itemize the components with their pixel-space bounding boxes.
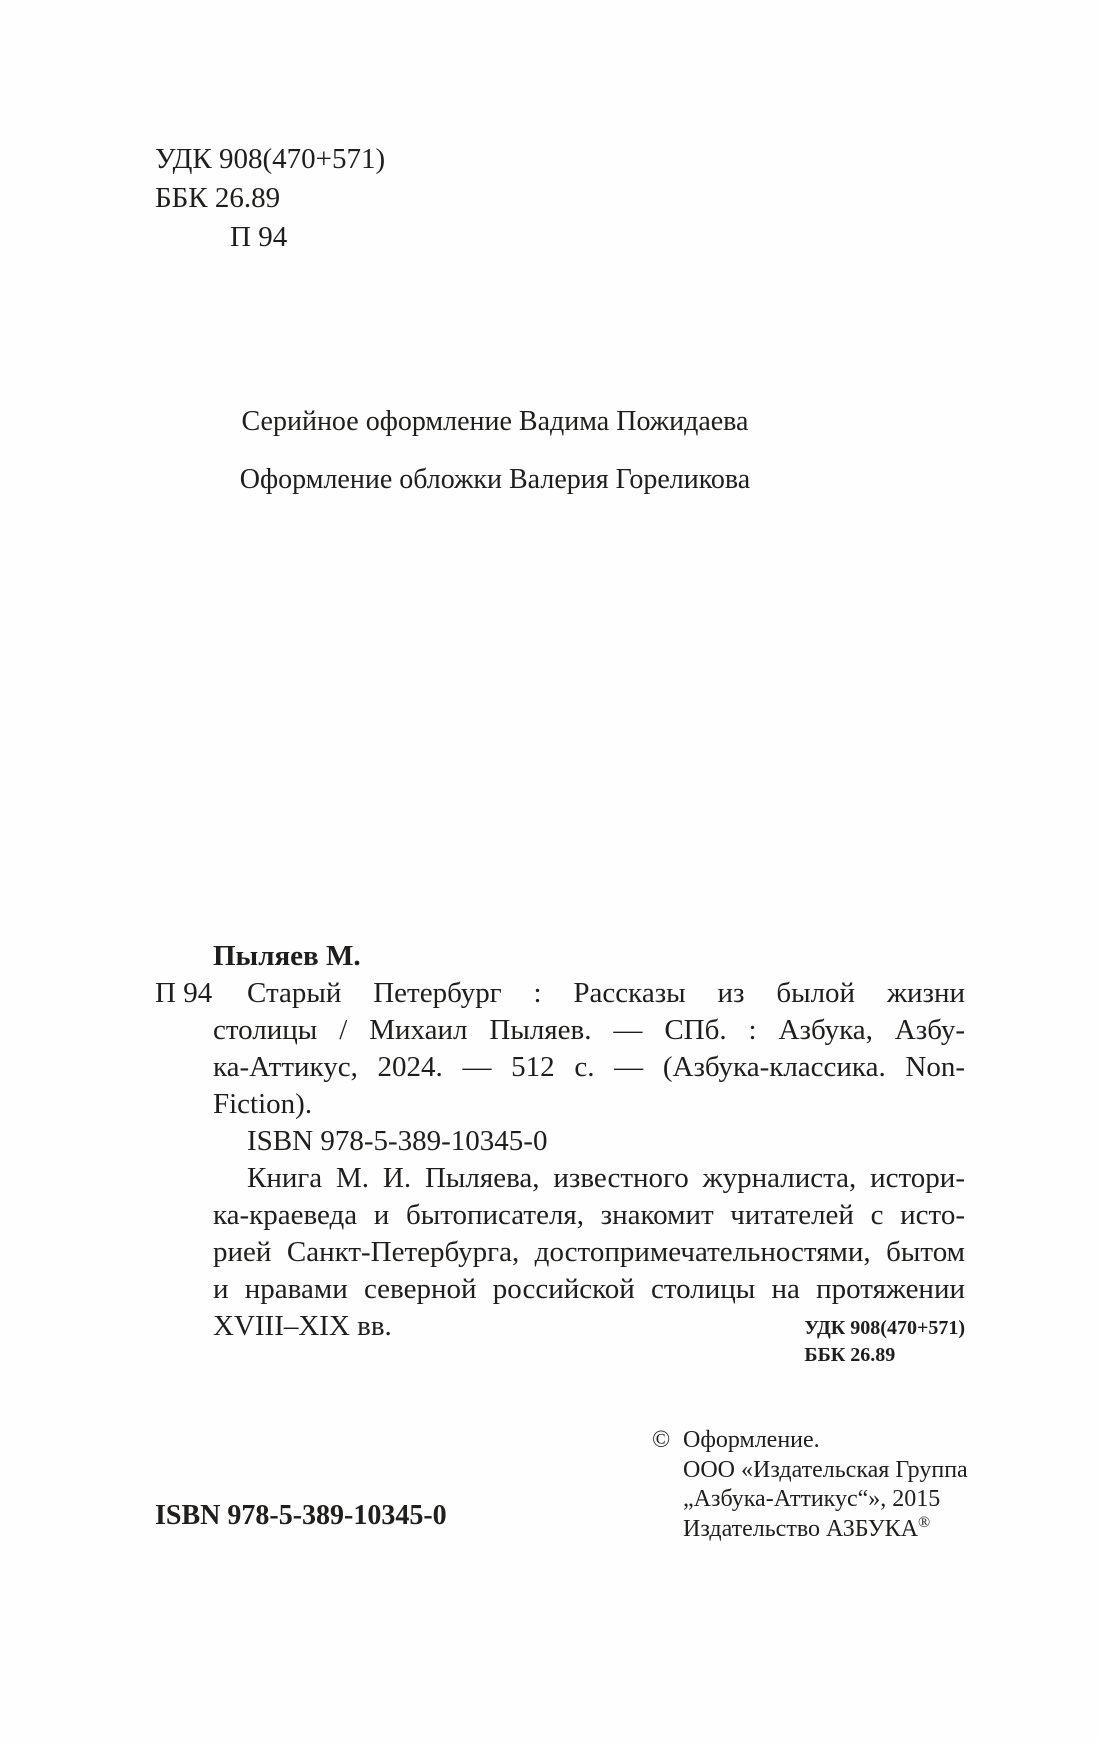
annotation-line: XVIII–XIX вв. — [213, 1310, 392, 1342]
design-credits-block — [155, 406, 835, 495]
author-code-top: П 94 — [230, 221, 288, 253]
udk-top: УДК 908(470+571) — [155, 143, 386, 175]
catalog-description-line: Fiction). — [213, 1088, 313, 1120]
bbk-right: ББК 26.89 — [804, 1344, 896, 1366]
publisher-name: Издательство АЗБУКА — [683, 1515, 919, 1542]
isbn-bottom: ISBN 978-5-389-10345-0 — [155, 1500, 447, 1531]
catalog-card-block — [155, 938, 965, 1345]
annotation-line: и нравами северной российской столицы на протяжении — [213, 1273, 965, 1305]
catalog-author-code: П 94 — [155, 977, 213, 1009]
copyright-line: „Азбука-Аттикус“», 2015 — [683, 1486, 941, 1512]
udk-right: УДК 908(470+571) — [804, 1317, 965, 1339]
cover-design-credit: Оформление обложки Валерия Гореликова — [239, 464, 751, 495]
catalog-description-line: ка-Аттикус, 2024. — 512 с. — (Азбука-классика. Non- — [213, 1051, 965, 1083]
annotation-line: Книга М. И. Пыляева, известного журналиста, истори- — [247, 1162, 965, 1194]
copyright-line: ООО «Издательская Группа — [683, 1456, 968, 1483]
copyright-symbol: © — [652, 1427, 671, 1453]
catalog-description-line: Старый Петербург : Рассказы из былой жизни — [247, 977, 965, 1009]
copyright-block — [652, 1426, 968, 1544]
top-classification-block — [155, 140, 385, 257]
bbk-top: ББК 26.89 — [155, 182, 281, 214]
series-design-credit: Серийное оформление Вадима Пожидаева — [241, 406, 749, 437]
catalog-author-heading: Пыляев М. — [213, 940, 361, 972]
annotation-line: рией Санкт-Петербурга, достопримечательностями, бытом — [213, 1236, 965, 1268]
catalog-description-line: столицы / Михаил Пыляев. — СПб. : Азбука, Азбу- — [213, 1014, 965, 1046]
annotation-line: ка-краеведа и бытописателя, знакомит читателей с исто- — [213, 1199, 965, 1231]
copyright-line: Оформление. — [683, 1427, 820, 1453]
catalog-entry-body — [155, 975, 965, 1345]
registered-trademark-symbol: ® — [918, 1513, 931, 1531]
catalog-isbn: ISBN 978-5-389-10345-0 — [247, 1125, 548, 1157]
publisher-line — [683, 1515, 968, 1545]
right-classification-block — [804, 1315, 965, 1369]
